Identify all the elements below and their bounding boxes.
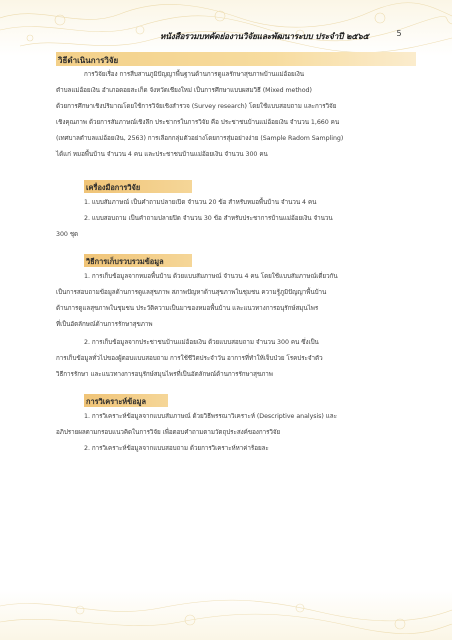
- paragraph-line: การเก็บข้อมูลทั่วไปของผู้ตอบแบบสอบถาม การใช้ชีวิตประจำวัน อาการที่ทำให้เจ็บป่วย โรคประจำตัว: [56, 355, 323, 362]
- paragraph-line: ที่เป็นอัตลักษณ์ด้านการรักษาสุขภาพ: [56, 321, 153, 328]
- header-title: หนังสือรวมบทคัดย่องานวิจัยและพัฒนาระบบ ประจำปี ๒๕๖๕: [160, 31, 369, 41]
- section-title: วิธีดำเนินการวิจัย: [58, 56, 119, 65]
- paragraph-line: วิธีการรักษา และแนวทางการอนุรักษ์สมุนไพรที่เป็นอัตลักษณ์ด้านการรักษาสุขภาพ: [56, 371, 273, 378]
- paragraph-line: ได้แก่ หมอพื้นบ้าน จำนวน 4 คน และประชาชนบ้านแม่อ้อยเงิน จำนวน 300 คน: [56, 151, 268, 158]
- paragraph-line: 1. การเก็บข้อมูลจากหมอพื้นบ้าน ด้วยแบบสัมภาษณ์ จำนวน 4 คน โดยใช้แบบสัมภาษณ์เดี่ยวกัน: [84, 273, 338, 280]
- paragraph-line: 1. การวิเคราะห์ข้อมูลจากแบบสัมภาษณ์ ด้วยวิธีพรรณาวิเคราะห์ (Descriptive analysis) และ: [84, 413, 337, 420]
- paragraph-line: (เทศบาลตำบลแม่อ้อยเงิน, 2563) การเลือกกลุ่มตัวอย่างโดยการสุ่มอย่างง่าย (Sample Radom Sampling): [56, 135, 344, 142]
- paragraph-line: ตำบลแม่อ้อยเงิน อำเภอดอยสะเก็ด จังหวัดเชียงใหม่ เป็นการศึกษาแบบผสมวิธี (Mixed method): [56, 87, 312, 94]
- paragraph-line: ด้วยการศึกษาเชิงปริมาณโดยใช้การวิจัยเชิงสำรวจ (Survey research) โดยใช้แบบสอบถาม และการวิจัย: [56, 103, 337, 110]
- subsection-title-collection: วิธีการเก็บรวบรวมข้อมูล: [86, 257, 164, 266]
- subsection-title-analysis: การวิเคราะห์ข้อมูล: [86, 397, 147, 406]
- paragraph-line: ด้านการดูแลสุขภาพในชุมชน ประวัติความเป็นมาของหมอพื้นบ้าน และแนวทางการอนุรักษ์สมุนไพร: [56, 305, 319, 312]
- list-item: 2. แบบสอบถาม เป็นคำถามปลายปิด จำนวน 30 ข้อ สำหรับประชาการบ้านแม่อ้อยเงิน จำนวน: [84, 215, 333, 222]
- subsection-title-tools: เครื่องมือการวิจัย: [86, 183, 141, 192]
- paragraph-line: การวิจัยเรื่อง การสืบสานภูมิปัญญาพื้นฐานด้านการดูแลรักษาสุขภาพบ้านแม่อ้อยเงิน: [84, 71, 305, 78]
- list-item-continued: 300 ชุด: [56, 231, 79, 238]
- paragraph-line: 2. การเก็บข้อมูลจากประชาชนบ้านแม่อ้อยเงิน ด้วยแบบสอบถาม จำนวน 300 คน ซึ่งเป็น: [84, 339, 319, 346]
- list-item: 1. แบบสัมภาษณ์ เป็นคำถามปลายเปิด จำนวน 20 ข้อ สำหรับหมอพื้นบ้าน จำนวน 4 คน: [84, 199, 317, 206]
- thai-pattern-ornament: [0, 0, 452, 58]
- paragraph-line: 2. การวิเคราะห์ข้อมูลจากแบบสอบถาม ด้วยการวิเคราะห์หาค่าร้อยละ: [84, 445, 269, 452]
- paragraph-line: อภิปรายผลตามกรอบแนวคิดในการวิจัย เพื่อตอบคำถามตามวัตถุประสงค์ของการวิจัย: [56, 429, 281, 436]
- thai-pattern-ornament-footer: [0, 596, 452, 640]
- page-number: 5: [396, 29, 402, 38]
- paragraph-line: เชิงคุณภาพ ด้วยการสัมภาษณ์เชิงลึก ประชากรในการวิจัย คือ ประชาชนบ้านแม่อ้อยเงิน จำนวน 1,660 คน: [56, 119, 340, 126]
- paragraph-line: เป็นการสอบถามข้อมูลด้านการดูแลสุขภาพ สภาพปัญหาด้านสุขภาพในชุมชน ความรู้ภูมิปัญญาพื้นบ้าน: [56, 289, 327, 296]
